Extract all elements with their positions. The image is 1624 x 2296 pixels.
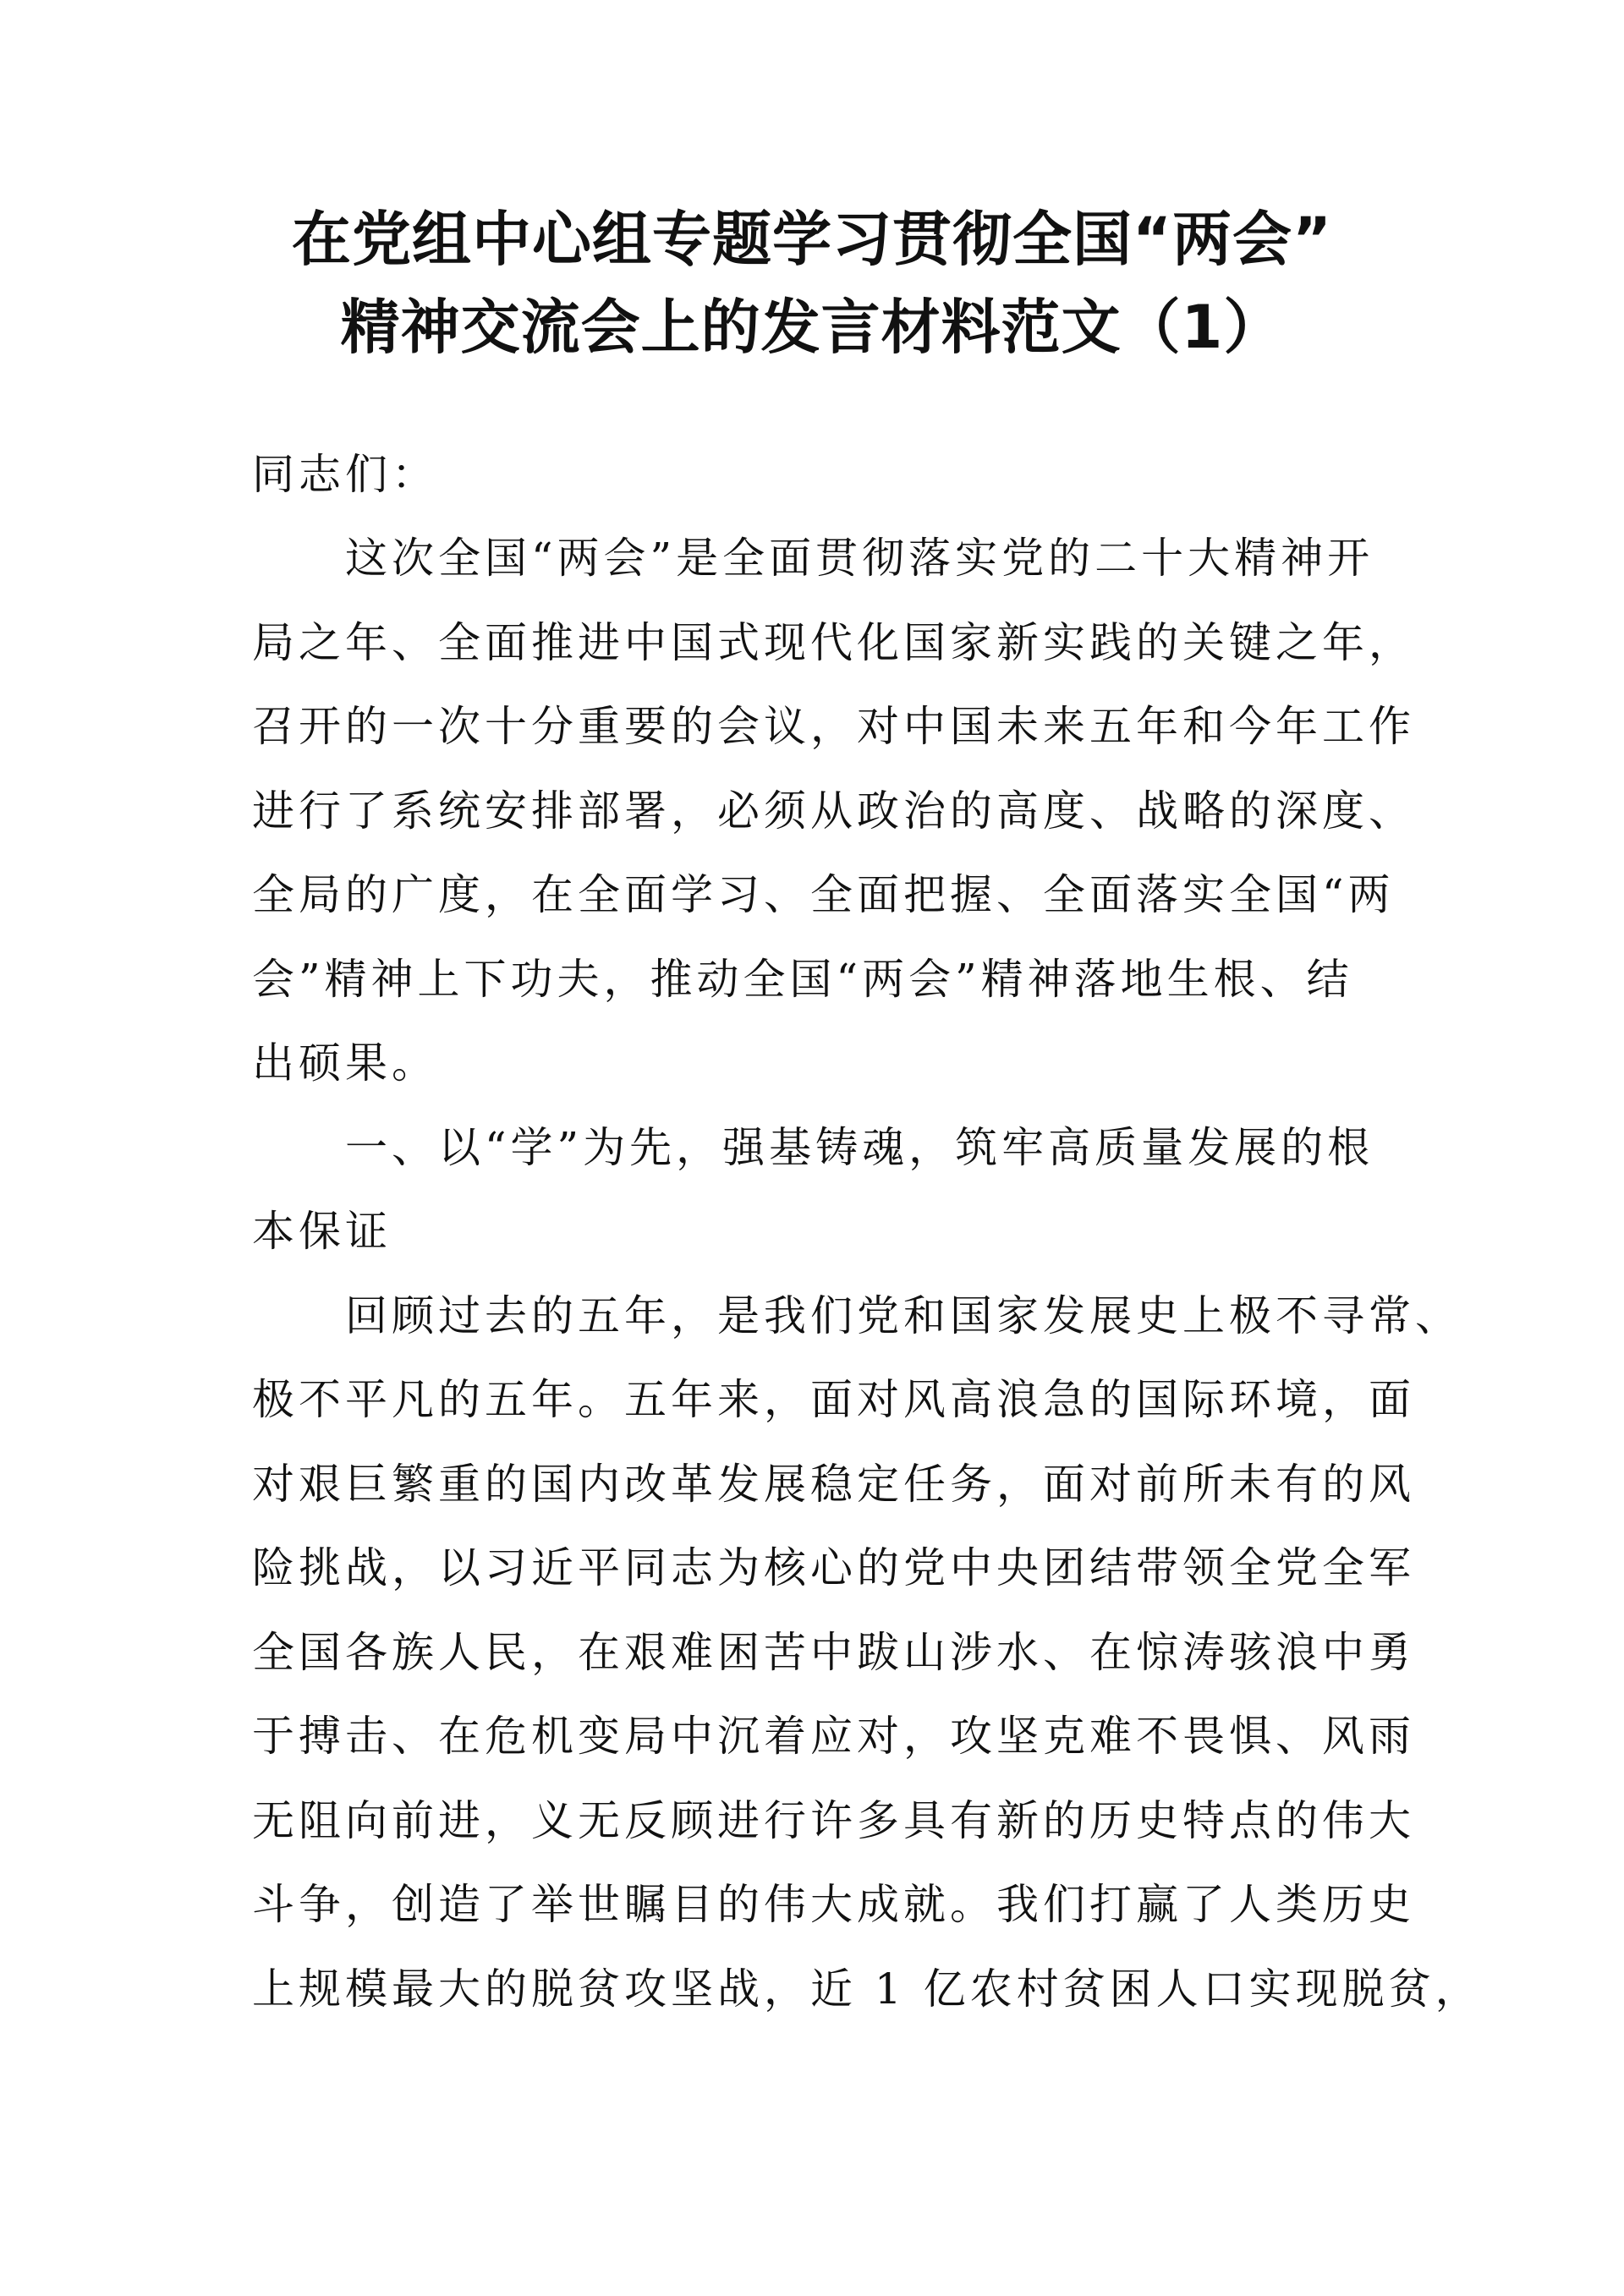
document-title-line-2: 精神交流会上的发言材料范文（1） [340, 293, 1284, 362]
body-line: 进行了系统安排部署，必须从政治的高度、战略的深度、 [252, 786, 1415, 836]
document-title-line-1: 在党组中心组专题学习贯彻全国“两会” [291, 205, 1332, 274]
section-heading-line: 一、以“学”为先，强基铸魂，筑牢高质量发展的根 [252, 1123, 1374, 1172]
body-line: 于搏击、在危机变局中沉着应对，攻坚克难不畏惧、风雨 [252, 1712, 1415, 1761]
body-line: 对艰巨繁重的国内改革发展稳定任务，面对前所未有的风 [252, 1460, 1415, 1509]
body-line: 斗争，创造了举世瞩目的伟大成就。我们打赢了人类历史 [252, 1880, 1415, 1929]
body-line: 回顾过去的五年，是我们党和国家发展史上极不寻常、 [252, 1291, 1462, 1340]
salutation: 同志们： [252, 450, 438, 499]
body-line: 全局的广度，在全面学习、全面把握、全面落实全国“两 [252, 870, 1395, 919]
body-line: 全国各族人民，在艰难困苦中跋山涉水、在惊涛骇浪中勇 [252, 1628, 1415, 1677]
body-line: 出硕果。 [252, 1038, 438, 1088]
body-line: 这次全国“两会”是全面贯彻落实党的二十大精神开 [252, 534, 1374, 583]
body-line: 险挑战，以习近平同志为核心的党中央团结带领全党全军 [252, 1543, 1415, 1592]
body-line: 会”精神上下功夫，推动全国“两会”精神落地生根、结 [252, 955, 1353, 1004]
body-line: 召开的一次十分重要的会议，对中国未来五年和今年工作 [252, 702, 1415, 751]
body-line: 极不平凡的五年。五年来，面对风高浪急的国际环境，面 [252, 1375, 1415, 1424]
body-line: 上规模最大的脱贫攻坚战，近 1 亿农村贫困人口实现脱贫， [252, 1964, 1482, 2014]
section-heading-line: 本保证 [252, 1207, 392, 1256]
body-line: 局之年、全面推进中国式现代化国家新实践的关键之年， [252, 618, 1415, 667]
body-line: 无阻向前进，义无反顾进行许多具有新的历史特点的伟大 [252, 1796, 1415, 1845]
